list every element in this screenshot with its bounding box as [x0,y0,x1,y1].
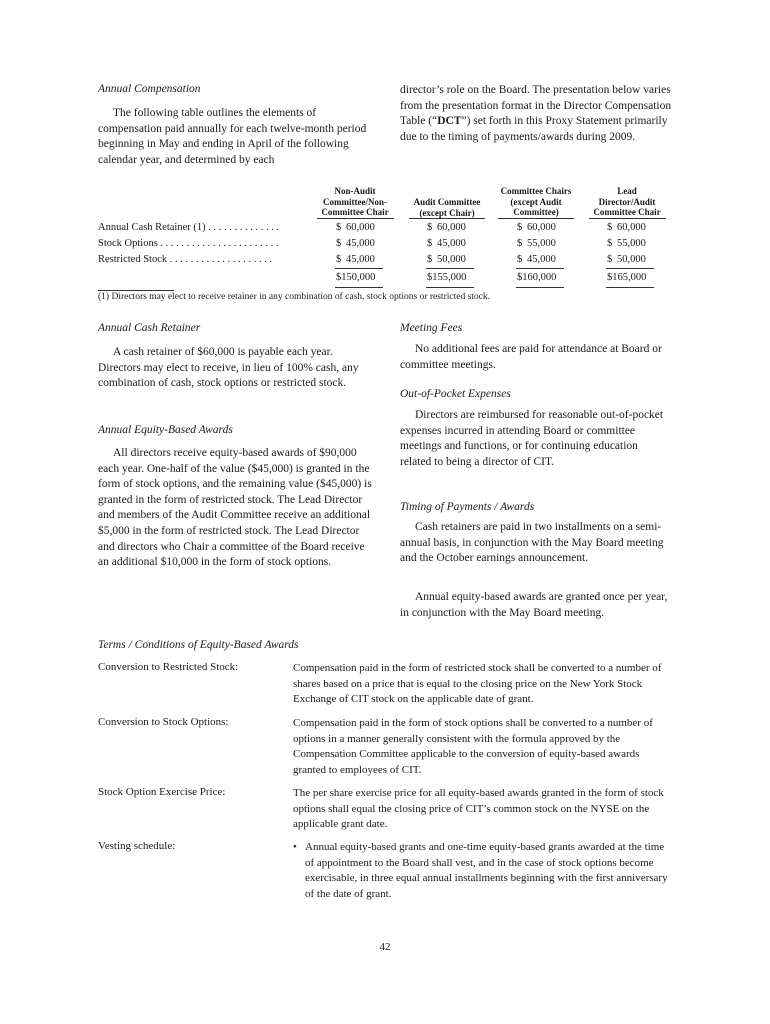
cell-value: 55,000 [617,238,646,249]
currency-sign: $ [336,254,342,265]
cell-value: 50,000 [617,254,646,265]
col-header-lead-director [582,186,672,218]
cell-value: 60,000 [617,222,646,233]
currency-sign: $ [517,238,523,249]
col-header-audit-committee [402,197,492,218]
bullet: • [293,841,297,853]
header-underline [589,218,666,219]
currency-sign: $ [336,222,342,233]
intro-text-a: director’s role on the Board. The presentation below varies from the presentation format in the Director Compensation Table (“ [400,84,672,128]
currency-sign: $ [607,222,613,233]
total-underline [426,287,474,288]
header-underline [317,218,394,219]
currency-sign: $ [427,222,433,233]
total-underline [516,287,564,288]
paragraph: Cash retainers are paid in two installments on a semi-annual basis, in conjunction with the May Board meeting and the October earnings announcement. [400,521,664,565]
total-underline [426,268,474,269]
term-label: Conversion to Restricted Stock: [98,661,239,673]
cell-value: 45,000 [346,254,375,265]
equity-awards-text [98,446,373,571]
table-cell [607,222,646,233]
timing-text [400,520,665,567]
table-cell [336,222,375,233]
term-label: Vesting schedule: [98,840,176,852]
table-cell [427,238,466,249]
currency-sign: $ [336,238,342,249]
term-label: Conversion to Stock Options: [98,716,229,728]
term-text: Annual equity-based grants and one-time equity-based grants awarded at the time of appointment to the Board shall vest, and in the case of stock options become exercisable, in three equal annual installments beginning with the first anniversary of the date of grant. [305,841,668,900]
total-underline [335,268,383,269]
col-header-committee-chairs [490,186,582,218]
paragraph: All directors receive equity-based awards of $90,000 each year. One-half of the value ($45,000) is granted in the form of stock options, and the remaining value ($45,000) is granted in the form of restricted stock. The Lead Director and members of the Audit Committee receive an additional $5,000 in the form of restricted stock. The Lead Director and directors who Chair a committee of the Board receive an additional $10,000 in the form of stock options. [98,447,372,569]
cell-value: 45,000 [346,238,375,249]
cell-value: 55,000 [527,238,556,249]
table-cell [517,254,556,265]
total-underline [516,268,564,269]
annual-compensation-text [98,106,368,168]
cell-value: 60,000 [527,222,556,233]
total-cell: $155,000 [427,272,467,283]
annual-compensation-heading: Annual Compensation [98,83,201,95]
row-label-restricted-stock: Restricted Stock . . . . . . . . . . . . . . . . . . . . [98,254,273,265]
col-header-line: Lead [617,186,637,196]
col-header-line: Committee) [513,207,559,217]
col-header-line: Committee Chair [321,207,389,217]
cell-value: 50,000 [437,254,466,265]
cell-value: 45,000 [437,238,466,249]
cell-value: 60,000 [346,222,375,233]
equity-awards-heading: Annual Equity-Based Awards [98,424,233,436]
col-header-line: Committee Chairs [500,186,572,196]
intro-text-bold: DCT [437,115,462,128]
total-underline [606,268,654,269]
out-of-pocket-heading: Out-of-Pocket Expenses [400,388,511,400]
col-header-line: Audit Committee [413,197,481,207]
total-cell: $150,000 [336,272,376,283]
total-underline [606,287,654,288]
term-item-vesting [293,840,673,902]
currency-sign: $ [607,238,613,249]
row-label-cash-retainer: Annual Cash Retainer (1) . . . . . . . . . . . . . . [98,222,280,233]
out-of-pocket-text [400,408,665,470]
table-cell [607,254,646,265]
currency-sign: $ [517,222,523,233]
paragraph: Annual equity-based awards are granted once per year, in conjunction with the May Board meeting. [400,591,668,619]
terms-heading: Terms / Conditions of Equity-Based Awards [98,639,299,651]
total-underline [335,287,383,288]
col-header-line: Committee Chair [593,207,661,217]
table-cell [427,222,466,233]
col-header-line: Committee/Non- [323,196,387,207]
annual-cash-retainer-heading: Annual Cash Retainer [98,322,201,334]
currency-sign: $ [427,238,433,249]
paragraph: A cash retainer of $60,000 is payable each year. Directors may elect to receive, in lieu of 100% cash, any combination of cash, stock options or restricted stock. [98,346,359,390]
total-cell: $160,000 [517,272,557,283]
timing-text-2 [400,590,670,621]
table-cell [427,254,466,265]
annual-cash-retainer-text [98,345,373,392]
term-text: The per share exercise price for all equity-based awards granted in the form of stock options shall equal the closing price of CIT’s common stock on the NYSE on the applicable grant date. [293,787,664,830]
footnote-rule [98,290,174,291]
page-number: 42 [379,941,391,953]
intro-text-b: ”) set forth in this Proxy Statement primarily due to the timing of payments/awards during 2009. [400,115,668,143]
table-cell [336,238,375,249]
col-header-line: Director/Audit [598,196,656,207]
col-header-line: (except Audit [510,196,562,207]
row-label-stock-options: Stock Options . . . . . . . . . . . . . . . . . . . . . . . [98,238,279,249]
header-underline [498,218,574,219]
meeting-fees-heading: Meeting Fees [400,322,463,334]
annual-compensation-paragraph: The following table outlines the elements of compensation paid annually for each twelve-month period beginning in May and ending in April of the following calendar year, and determined by each [98,107,367,166]
meeting-fees-text [400,342,672,373]
timing-heading: Timing of Payments / Awards [400,501,535,513]
cell-value: 60,000 [437,222,466,233]
intro-right-text [400,83,672,145]
total-cell: $165,000 [607,272,647,283]
cell-value: 45,000 [527,254,556,265]
col-header-line: Non-Audit [334,186,376,196]
currency-sign: $ [517,254,523,265]
table-cell [607,238,646,249]
currency-sign: $ [427,254,433,265]
currency-sign: $ [607,254,613,265]
table-footnote: (1) Directors may elect to receive retainer in any combination of cash, stock options or restricted stock. [98,292,491,302]
table-cell [336,254,375,265]
table-cell [517,238,556,249]
paragraph: No additional fees are paid for attendance at Board or committee meetings. [400,343,662,371]
paragraph: Directors are reimbursed for reasonable out-of-pocket expenses incurred in attending Board or committee meetings and functions, or for continuing education related to being a director of CIT. [400,409,664,468]
term-label: Stock Option Exercise Price: [98,786,226,798]
header-underline [409,218,485,219]
col-header-non-audit [310,186,400,218]
term-text: Compensation paid in the form of stock options shall be converted to a number of options in a manner generally consistent with the formula approved by the Compensation Committee applicable to the conversion of equity-based awards granted to employees of CIT. [293,717,653,776]
table-cell [517,222,556,233]
col-header-line: (except Chair) [419,207,475,218]
term-text: Compensation paid in the form of restricted stock shall be converted to a number of shares based on a price that is equal to the closing price on the New York Stock Exchange of CIT stock on the applicable date of grant. [293,662,662,705]
